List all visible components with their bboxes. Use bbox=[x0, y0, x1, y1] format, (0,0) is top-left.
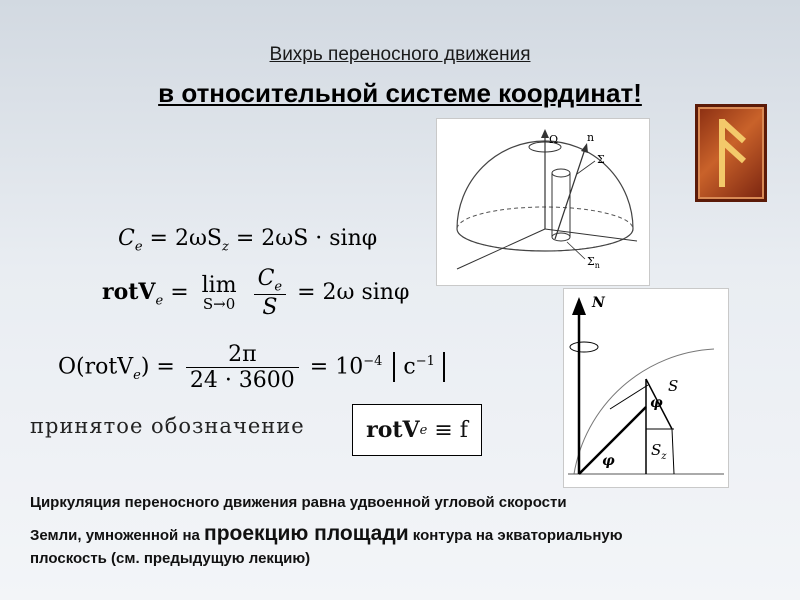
paragraph-emphasis: проекцию площади bbox=[204, 522, 409, 545]
formula-term: = bbox=[170, 280, 189, 306]
sphere-section-diagram bbox=[564, 289, 728, 487]
limit-operator: lim S→0 bbox=[201, 272, 237, 313]
area-label: S bbox=[668, 377, 679, 395]
formula-subscript: e bbox=[419, 422, 428, 438]
surface-label: Σ bbox=[597, 153, 605, 166]
formula-term: rotV bbox=[366, 417, 420, 443]
projection-label: $\Sigma_n$ bbox=[587, 255, 600, 270]
omega-label: Ω bbox=[549, 133, 559, 146]
slide-subtitle: Вихрь переносного движения bbox=[269, 44, 531, 65]
formula-exponent: −4 bbox=[363, 354, 383, 370]
paragraph-line-1: Циркуляция переносного движения равна удвоенной угловой скорости bbox=[30, 494, 567, 511]
paragraph-text: Земли, умноженной на bbox=[30, 527, 205, 544]
rune-icon bbox=[698, 107, 764, 199]
hemisphere-diagram bbox=[437, 119, 649, 285]
paragraph-line-2 bbox=[30, 522, 790, 546]
angle-label-bottom: φ bbox=[602, 453, 615, 469]
rune-logo bbox=[695, 104, 767, 202]
normal-label: n bbox=[587, 131, 595, 144]
angle-label-top: φ bbox=[650, 395, 663, 411]
paragraph-text: контура на экваториальную bbox=[408, 527, 623, 544]
formula-term: = 2ωS · sinφ bbox=[235, 226, 378, 251]
formula-subscript: e bbox=[134, 239, 143, 255]
notation-label: принятое обозначение bbox=[30, 414, 305, 438]
formula-term: = 2ωS bbox=[149, 226, 222, 251]
notation-box bbox=[352, 404, 482, 456]
fraction: $\frac{2\pi}{24 \cdot 3600}$ bbox=[186, 342, 299, 393]
formula-subscript: e bbox=[133, 367, 141, 383]
paragraph-line-3: плоскость (см. предыдущую лекцию) bbox=[30, 550, 311, 567]
formula-term: O(rotV bbox=[58, 354, 134, 380]
sphere-section-figure bbox=[563, 288, 729, 488]
formula-subscript: z bbox=[221, 239, 229, 255]
formula-subscript: e bbox=[155, 293, 164, 309]
formula-term: rotV bbox=[102, 279, 156, 306]
slide-title: в относительной системе координат! bbox=[158, 78, 642, 108]
formula-term: = 10 bbox=[309, 354, 364, 380]
formula-term: C bbox=[118, 226, 135, 251]
formula-circulation bbox=[118, 226, 377, 254]
fraction: $\frac{C_e}{S}$ bbox=[254, 266, 287, 320]
north-label: N bbox=[592, 295, 605, 311]
formula-term: ) = bbox=[140, 354, 175, 380]
formula-rotor-limit bbox=[102, 266, 409, 320]
formula-term: ≡ f bbox=[434, 417, 468, 443]
hemisphere-figure bbox=[436, 118, 650, 286]
unit-bracket: $c^{-1}$ bbox=[393, 352, 445, 381]
formula-term: = 2ω sinφ bbox=[297, 280, 410, 306]
formula-order-estimate bbox=[58, 342, 445, 393]
projected-area-label: $S_z$ bbox=[651, 441, 667, 462]
